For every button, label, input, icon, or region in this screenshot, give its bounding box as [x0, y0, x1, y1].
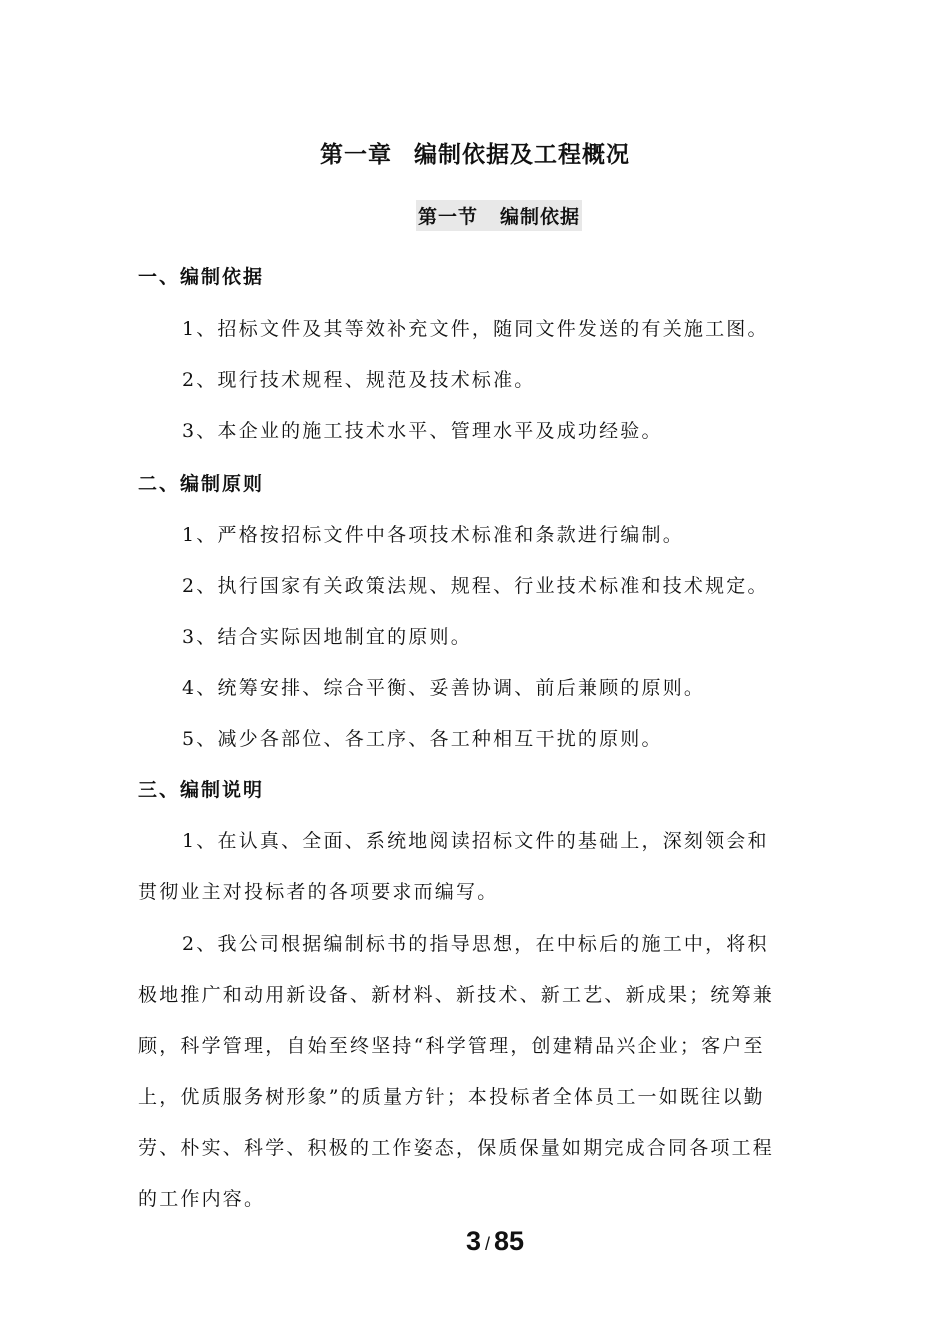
chapter-number: 第一章	[320, 141, 392, 168]
page-current: 3	[465, 1226, 481, 1256]
list-item: 3、结合实际因地制宜的原则。	[182, 626, 472, 648]
paragraph-line: 2、我公司根据编制标书的指导思想，在中标后的施工中，将积	[182, 933, 769, 955]
section-number: 第一节	[417, 206, 478, 228]
heading-basis: 一、编制依据	[138, 266, 265, 288]
list-item: 1、严格按招标文件中各项技术标准和条款进行编制。	[182, 524, 684, 546]
section-name: 编制依据	[500, 206, 581, 228]
list-item: 1、招标文件及其等效补充文件，随同文件发送的有关施工图。	[182, 318, 769, 340]
chapter-name: 编制依据及工程概况	[414, 141, 630, 168]
paragraph-line: 上，优质服务树形象”的质量方针；本投标者全体员工一如既往以勤	[138, 1086, 765, 1108]
chapter-title	[0, 136, 950, 169]
heading-principles: 二、编制原则	[138, 473, 265, 495]
paragraph-line: 贯彻业主对投标者的各项要求而编写。	[138, 881, 499, 903]
list-item: 2、执行国家有关政策法规、规程、行业技术标准和技术规定。	[182, 575, 769, 597]
page-number	[0, 1226, 950, 1257]
page-separator: /	[484, 1234, 490, 1254]
list-item: 4、统筹安排、综合平衡、妥善协调、前后兼顾的原则。	[182, 677, 706, 699]
section-title	[416, 200, 582, 231]
paragraph-line: 极地推广和动用新设备、新材料、新技术、新工艺、新成果；统筹兼	[138, 984, 775, 1006]
page-total: 85	[494, 1226, 525, 1256]
list-item: 5、减少各部位、各工序、各工种相互干扰的原则。	[182, 728, 663, 750]
paragraph-line: 顾，科学管理，自始至终坚持“科学管理，创建精品兴企业；客户至	[138, 1035, 765, 1057]
heading-explanation: 三、编制说明	[138, 779, 265, 801]
section-title-row	[0, 200, 950, 231]
paragraph-line: 1、在认真、全面、系统地阅读招标文件的基础上，深刻领会和	[182, 830, 769, 852]
list-item: 3、本企业的施工技术水平、管理水平及成功经验。	[182, 420, 663, 442]
list-item: 2、现行技术规程、规范及技术标准。	[182, 369, 536, 391]
paragraph-line: 的工作内容。	[138, 1188, 266, 1210]
paragraph-line: 劳、朴实、科学、积极的工作姿态，保质保量如期完成合同各项工程	[138, 1137, 775, 1159]
